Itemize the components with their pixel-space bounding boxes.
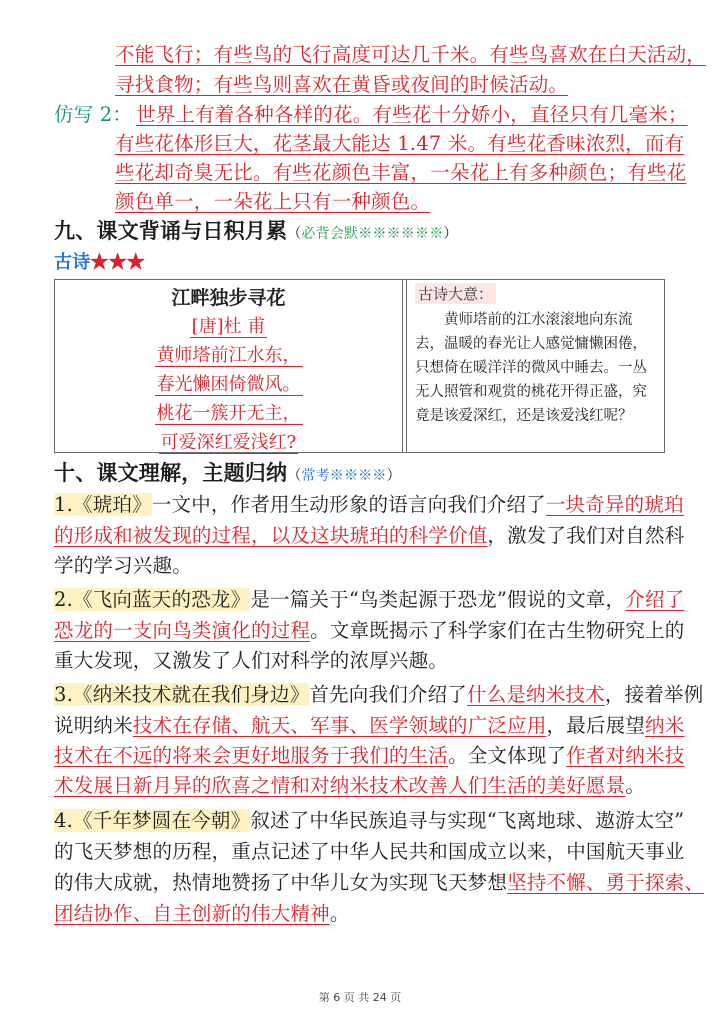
- note-bracket: （: [287, 468, 302, 484]
- answer-text: 团结协作、自主创新的伟大精神: [54, 902, 330, 925]
- list-item: [54, 616, 684, 646]
- note-bracket: ）: [386, 468, 401, 484]
- text-run: 说明纳米: [54, 714, 133, 737]
- page-footer: 第 6 页 共 24 页: [318, 991, 402, 1004]
- text-line: 学的学习兴趣。: [54, 554, 192, 577]
- answer-text: 恐龙的一支向鸟类演化的过程: [54, 619, 311, 642]
- answer-text: 纳米: [645, 714, 685, 737]
- answer-text: 什么是纳米技术: [467, 683, 605, 706]
- poem-line: 可爱深红爱浅红?: [160, 432, 297, 453]
- list-item: [54, 868, 704, 898]
- text-run: 。全文体现了: [448, 744, 567, 767]
- text-run: 是一篇关于“鸟类起源于恐龙”假说的文章，: [250, 588, 626, 611]
- text-line: 寻找食物；有些鸟则喜欢在黄昏或夜间的时候活动。: [115, 73, 569, 96]
- text-line: 些花却奇臭无比。有些花颜色丰富，一朵花上有多种颜色；有些花: [115, 161, 687, 184]
- text-line: 不能飞行；有些鸟的飞行高度可达几千米。有些鸟喜欢在白天活动，: [115, 43, 707, 66]
- answer-text: 的形成和被发现的过程，以及这块琥珀的科学价值: [54, 524, 488, 547]
- poem-table: [54, 279, 665, 453]
- text-run: 一文中，作者用生动形象的语言向我们介绍了: [151, 493, 546, 516]
- list-item: [54, 899, 350, 929]
- poem-line: 桃花一簇开无主，: [156, 403, 301, 424]
- text-run: 。文章既揭示了科学家们在古生物研究上的: [310, 619, 685, 642]
- list-item: [54, 771, 645, 801]
- lesson-title: 3.《纳米技术就在我们身边》: [54, 683, 310, 706]
- answer-text: 技术在不远的将来会更好地服务于我们的生活: [54, 744, 449, 767]
- text-run: 。: [329, 902, 350, 925]
- answer-text: 术发展日新月异的欣喜之情和对纳米技术改善人们生活的美好愿景: [54, 774, 626, 797]
- text-run: ，激发了我们对自然科: [487, 524, 685, 547]
- section-title: 九、课文背诵与日积月累: [54, 218, 288, 243]
- lesson-title: 1.《琥珀》: [54, 493, 152, 516]
- poem-text-cell: [55, 280, 403, 452]
- list-item: [54, 585, 684, 615]
- list-item: [54, 806, 684, 836]
- poem-label-text: 古诗: [54, 252, 91, 273]
- text-line: 颜色单一，一朵花上只有一种颜色。: [115, 190, 431, 213]
- list-item: [54, 490, 684, 520]
- poem-meaning-cell: [406, 280, 664, 452]
- text-line: 重大发现，又激发了人们对科学的浓厚兴趣。: [54, 649, 449, 672]
- list-item: [54, 711, 684, 741]
- list-item: [54, 680, 703, 710]
- list-item: [54, 521, 684, 551]
- meaning-title: 古诗大意：: [415, 283, 496, 304]
- answer-text: 介绍了: [625, 588, 685, 611]
- text-run: 。: [625, 774, 646, 797]
- poem-line: 春光懒困倚微风。: [156, 374, 301, 395]
- text-run: 叙述了中华民族追寻与实现“飞离地球、遨游太空”: [250, 809, 685, 832]
- imitation-label: 仿写 2：: [54, 103, 133, 126]
- text-run: ，接着举例: [604, 683, 704, 706]
- list-item: [54, 741, 684, 771]
- poem-author: [唐]杜 甫: [191, 316, 266, 337]
- section-title: 十、课文理解，主题归纳: [54, 460, 288, 485]
- note-bracket: （: [287, 226, 302, 242]
- lesson-title: 4.《千年梦圆在今朝》: [54, 809, 251, 832]
- section-note: 必背会默※※※※※※: [301, 226, 444, 242]
- text-line: 有些花体形巨大，花茎最大能达 1.47 米。有些花香味浓烈，而有: [115, 132, 685, 155]
- meaning-text: 黄师塔前的江水滚滚地向东流去，温暖的春光让人感觉慵懒困倦，只想倚在暖洋洋的微风中睡去。一丛无人照管和观赏的桃花开得正盛，究竟是该爱深红，还是该爱浅红呢？: [415, 312, 647, 424]
- star-icon: ★★★: [90, 252, 146, 273]
- answer-text: 一块奇异的琥珀: [545, 493, 684, 516]
- poem-line: 黄师塔前江水东，: [156, 345, 301, 366]
- section-heading: [54, 216, 458, 249]
- answer-text: 技术在存储、航天、军事、医学领域的广泛应用: [132, 714, 547, 737]
- poem-title: 江畔独步寻花: [171, 287, 286, 309]
- text-run: 的伟大成就，热情地赞扬了中华儿女为实现飞天梦想: [54, 871, 508, 894]
- text-line: 世界上有着各种各样的花。有些花十分娇小，直径只有几毫米；: [136, 103, 688, 126]
- text-line: 的飞天梦想的历程，重点记述了中华人民共和国成立以来，中国航天事业: [54, 840, 685, 863]
- text-run: ，最后展望: [546, 714, 646, 737]
- lesson-title: 2.《飞向蓝天的恐龙》: [54, 588, 251, 611]
- answer-text: 作者对纳米技: [566, 744, 685, 767]
- poem-label: [54, 248, 145, 278]
- section-heading: [54, 458, 401, 491]
- note-bracket: ）: [443, 226, 458, 242]
- section-note: 常考※※※※: [301, 468, 387, 484]
- answer-text: 坚持不懈、勇于探索、: [507, 871, 705, 894]
- text-run: 首先向我们介绍了: [309, 683, 468, 706]
